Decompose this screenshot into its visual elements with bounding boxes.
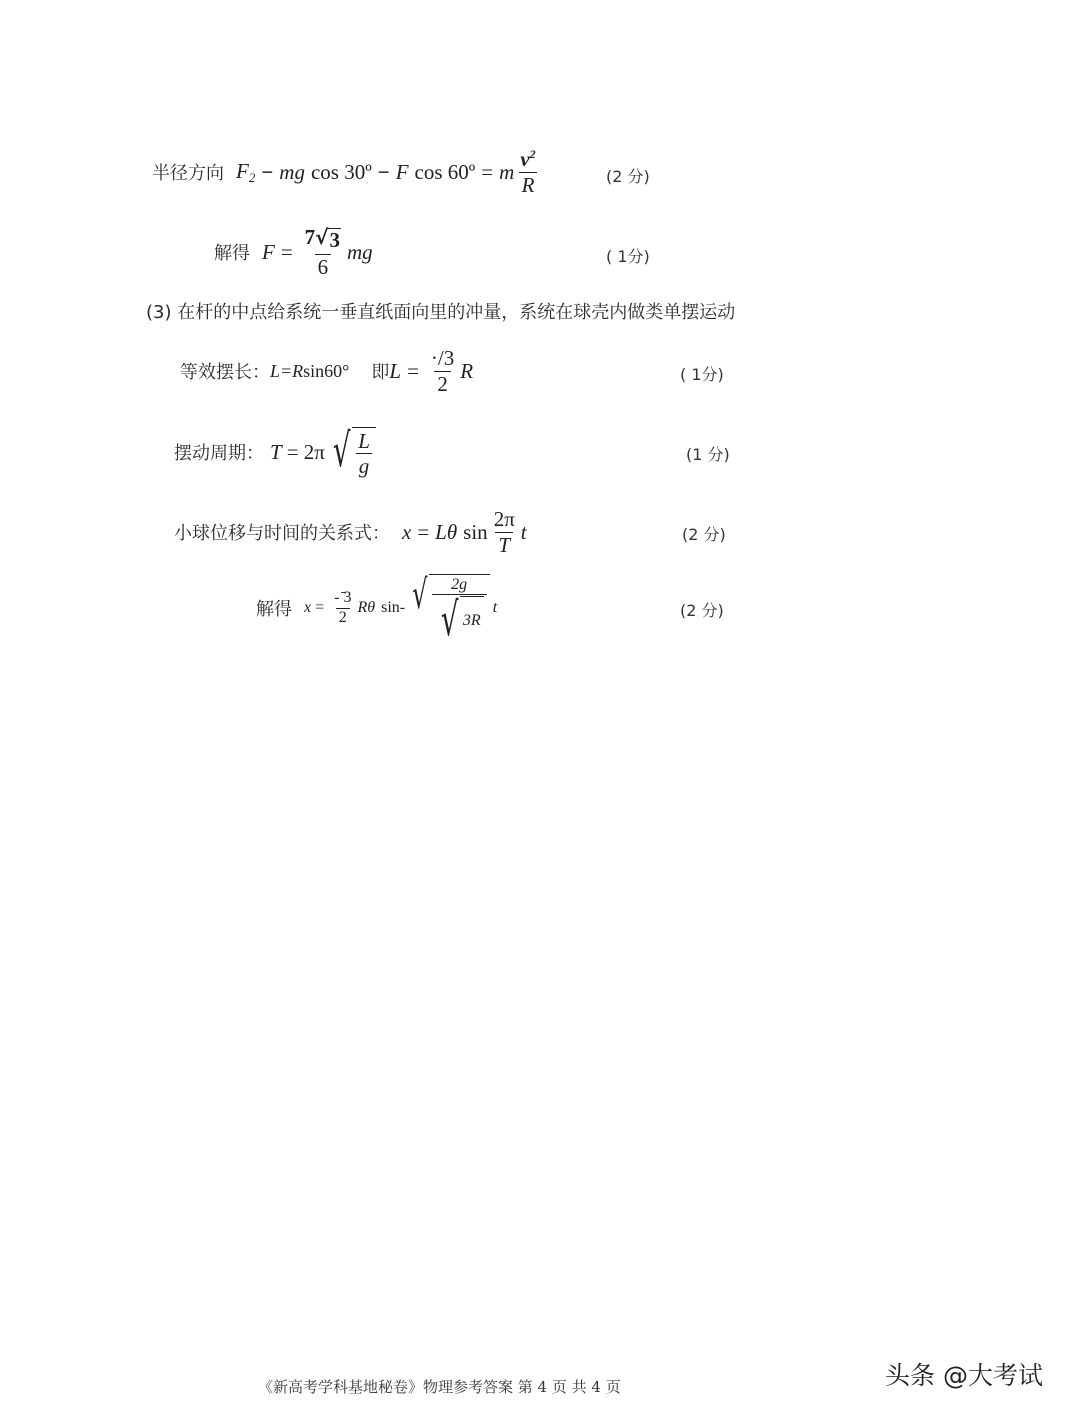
L-symbol-2: L bbox=[389, 358, 402, 383]
mg-term: mg bbox=[279, 159, 305, 184]
source-watermark: 头条 @大考试 bbox=[885, 1361, 1043, 1390]
equals-sign: = bbox=[417, 519, 430, 544]
sin-term: sin bbox=[381, 599, 400, 616]
solve-x-score: (2 分) bbox=[680, 601, 724, 620]
L-theta-term: Lθ bbox=[435, 519, 458, 544]
v2-over-R-fraction: $\frac{v^2}{R}$ bbox=[520, 147, 536, 197]
F2-symbol: $F_2$ bbox=[236, 158, 256, 185]
ji-text: 即 bbox=[371, 362, 390, 383]
root3-over-2-fraction: $\frac{- ̄3}{2}$ bbox=[334, 588, 352, 626]
F-symbol: F bbox=[395, 159, 409, 184]
part-3-statement bbox=[146, 298, 735, 324]
displacement-score: (2 分) bbox=[682, 525, 726, 544]
sqrt-2g-over-root3R: √ 2g √ 3R bbox=[407, 574, 490, 643]
eq-2pi: = 2π bbox=[286, 439, 325, 464]
seven-root3-over-6-fraction: 7 √ 3 6 bbox=[304, 225, 340, 279]
equals-sign: = bbox=[407, 358, 419, 383]
sqrt-L-over-g: √ $\frac{L}{g}$ bbox=[327, 427, 376, 477]
x-symbol: x bbox=[304, 599, 312, 616]
F-symbol: F bbox=[262, 239, 275, 264]
solve-F-score: ( 1分) bbox=[606, 247, 650, 266]
sin-term: sin bbox=[463, 519, 488, 544]
length-score: ( 1分) bbox=[680, 365, 724, 384]
mg-term: mg bbox=[346, 239, 373, 264]
R-symbol: =R bbox=[280, 360, 304, 381]
period-label: 摆动周期： bbox=[174, 443, 264, 464]
part-3-text: (3) 在杆的中点给系统一垂直纸面向里的冲量，系统在球壳内做类单摆运动 bbox=[146, 302, 736, 323]
radial-score: (2 分) bbox=[606, 167, 650, 186]
equals-sign: = bbox=[315, 599, 325, 616]
t-symbol: t bbox=[492, 599, 498, 616]
2pi-over-T-fraction: $\frac{2\pi}{T}$ bbox=[493, 507, 515, 557]
T-symbol: T bbox=[270, 439, 282, 464]
solve-F-equation bbox=[214, 220, 373, 284]
radial-equation bbox=[152, 142, 542, 202]
x-symbol: x bbox=[402, 519, 412, 544]
displacement-equation bbox=[174, 502, 527, 562]
equals-sign: = bbox=[481, 159, 494, 184]
period-equation bbox=[174, 420, 376, 484]
L-symbol: L bbox=[270, 360, 281, 381]
minus-sign-2: − bbox=[377, 159, 390, 184]
solve-x-label: 解得 bbox=[256, 599, 292, 620]
minus-sign: − bbox=[261, 159, 274, 184]
period-score: (1 分) bbox=[686, 445, 730, 464]
cos30-term: cos 30º bbox=[310, 159, 372, 184]
radial-label: 半径方向 bbox=[152, 163, 224, 184]
equivalent-length-equation bbox=[180, 340, 473, 402]
R-symbol-2: R bbox=[460, 358, 474, 383]
root3-over-2-fraction: $\frac{\cdot/3}{2}$ bbox=[430, 346, 455, 396]
solve-x-equation bbox=[256, 571, 498, 647]
displacement-label: 小球位移与时间的关系式： bbox=[174, 523, 390, 544]
dot-mark: - bbox=[399, 599, 406, 616]
t-symbol: t bbox=[520, 519, 527, 544]
equals-sign: = bbox=[280, 239, 293, 264]
cos60-term: cos 60º bbox=[414, 159, 476, 184]
R-theta-term: Rθ bbox=[357, 599, 376, 616]
solve-F-label: 解得 bbox=[214, 243, 250, 264]
m-symbol: m bbox=[499, 159, 515, 184]
page-footer: 《新高考学科基地秘卷》物理参考答案 第 4 页 共 4 页 bbox=[258, 1378, 621, 1396]
sin60-term: sin60° bbox=[303, 360, 350, 381]
length-label: 等效摆长： bbox=[180, 362, 270, 383]
